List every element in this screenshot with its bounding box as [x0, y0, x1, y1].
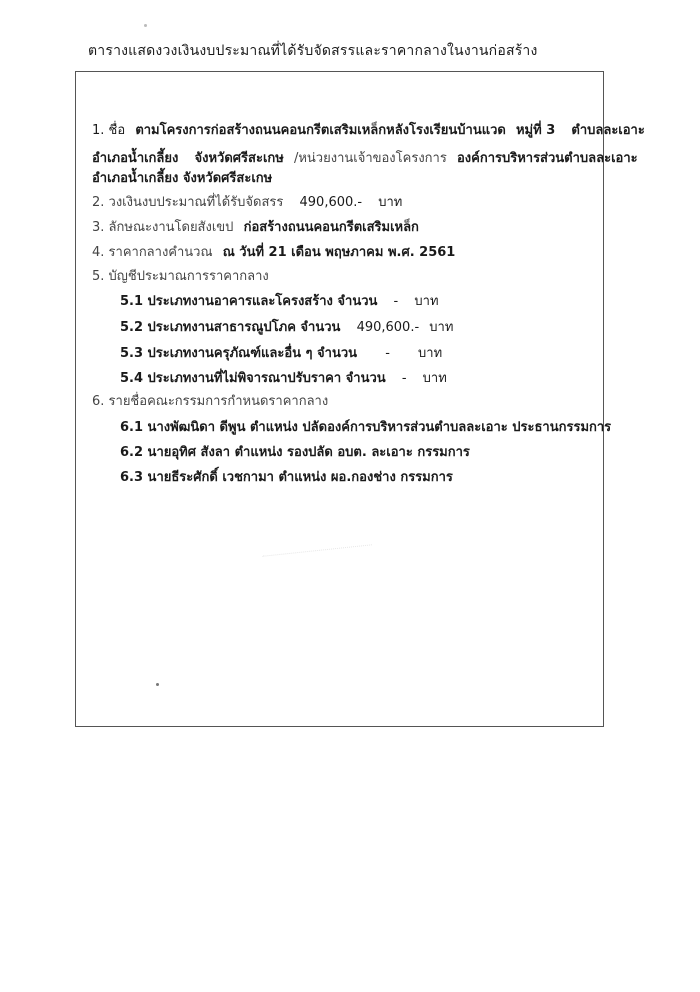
item3-label: 3. ลักษณะงานโดยสังเขป — [92, 220, 234, 235]
committee-member-3: 6.3 นายธีระศักดิ์ เวชกามา ตำแหน่ง ผอ.กองช่าง กรรมการ — [120, 470, 453, 485]
item5-row-3 — [120, 342, 442, 363]
speck — [144, 24, 147, 27]
item2-label: 2. วงเงินงบประมาณที่ได้รับจัดสรร — [92, 195, 284, 210]
item4-date: ณ วันที่ 21 เดือน พฤษภาคม พ.ศ. 2561 — [222, 245, 456, 260]
item5-row-unit: บาท — [422, 371, 447, 386]
item5-row-2 — [120, 316, 453, 337]
item6-label: 6. รายชื่อคณะกรรมการกำหนดราคากลาง — [92, 394, 329, 409]
item2-unit: บาท — [378, 195, 403, 210]
item1-subdistrict: ตำบลละเอาะ — [571, 123, 645, 138]
item5-row-unit: บาท — [414, 294, 439, 309]
item1-owner-location: อำเภอน้ำเกลี้ยง จังหวัดศรีสะเกษ — [92, 171, 273, 186]
item1-province: จังหวัดศรีสะเกษ — [194, 151, 284, 166]
item5-row-amount: - — [393, 294, 399, 309]
item2-line — [92, 191, 402, 212]
item1-label: 1. ชื่อ — [92, 123, 126, 138]
item5-row-amount: - — [385, 346, 390, 361]
item3-line — [92, 216, 419, 237]
item1-village: หมู่ที่ 3 — [515, 123, 556, 138]
item5-row-unit: บาท — [418, 346, 443, 361]
item1-owner: องค์การบริหารส่วนตำบลละเอาะ — [456, 151, 638, 166]
item1-district: อำเภอน้ำเกลี้ยง — [92, 151, 179, 166]
faint-smudge — [262, 544, 373, 572]
item5-row-4 — [120, 367, 447, 388]
committee-member-2: 6.2 นายอุทิศ สังลา ตำแหน่ง รองปลัด อบต. ละเอาะ กรรมการ — [120, 445, 470, 460]
item5-row-text: 5.1 ประเภทงานอาคารและโครงสร้าง จำนวน — [120, 294, 378, 309]
item5-row-amount: - — [401, 371, 407, 386]
item5-row-amount: 490,600.- — [356, 320, 420, 335]
item5-row-text: 5.2 ประเภทงานสาธารณูปโภค จำนวน — [120, 320, 341, 335]
item1-line2 — [92, 147, 638, 168]
page-heading: ตารางแสดงวงเงินงบประมาณที่ได้รับจัดสรรและราคากลางในงานก่อสร้าง — [88, 43, 538, 59]
speck — [156, 683, 159, 686]
item1-line1 — [92, 119, 645, 140]
item5-label: 5. บัญชีประมาณการราคากลาง — [92, 269, 269, 284]
item2-amount: 490,600.- — [299, 195, 363, 210]
committee-member-1: 6.1 นางพัฒนิดา ดีพูน ตำแหน่ง ปลัดองค์การบริหารส่วนตำบลละเอาะ ประธานกรรมการ — [120, 420, 612, 435]
item1-owner-label: /หน่วยงานเจ้าของโครงการ — [293, 151, 447, 166]
item3-value: ก่อสร้างถนนคอนกรีตเสริมเหล็ก — [243, 220, 419, 235]
item4-line — [92, 241, 455, 262]
item1-project: ตามโครงการก่อสร้างถนนคอนกรีตเสริมเหล็กหลังโรงเรียนบ้านแวด — [135, 123, 506, 138]
document-box — [75, 71, 645, 727]
item4-label: 4. ราคากลางคำนวณ — [92, 245, 213, 260]
item5-row-unit: บาท — [429, 320, 454, 335]
item5-row-text: 5.3 ประเภทงานครุภัณฑ์และอื่น ๆ จำนวน — [120, 346, 358, 361]
item5-row-text: 5.4 ประเภทงานที่ไม่พิจารณาปรับราคา จำนวน — [120, 371, 386, 386]
item5-row-1 — [120, 290, 439, 311]
